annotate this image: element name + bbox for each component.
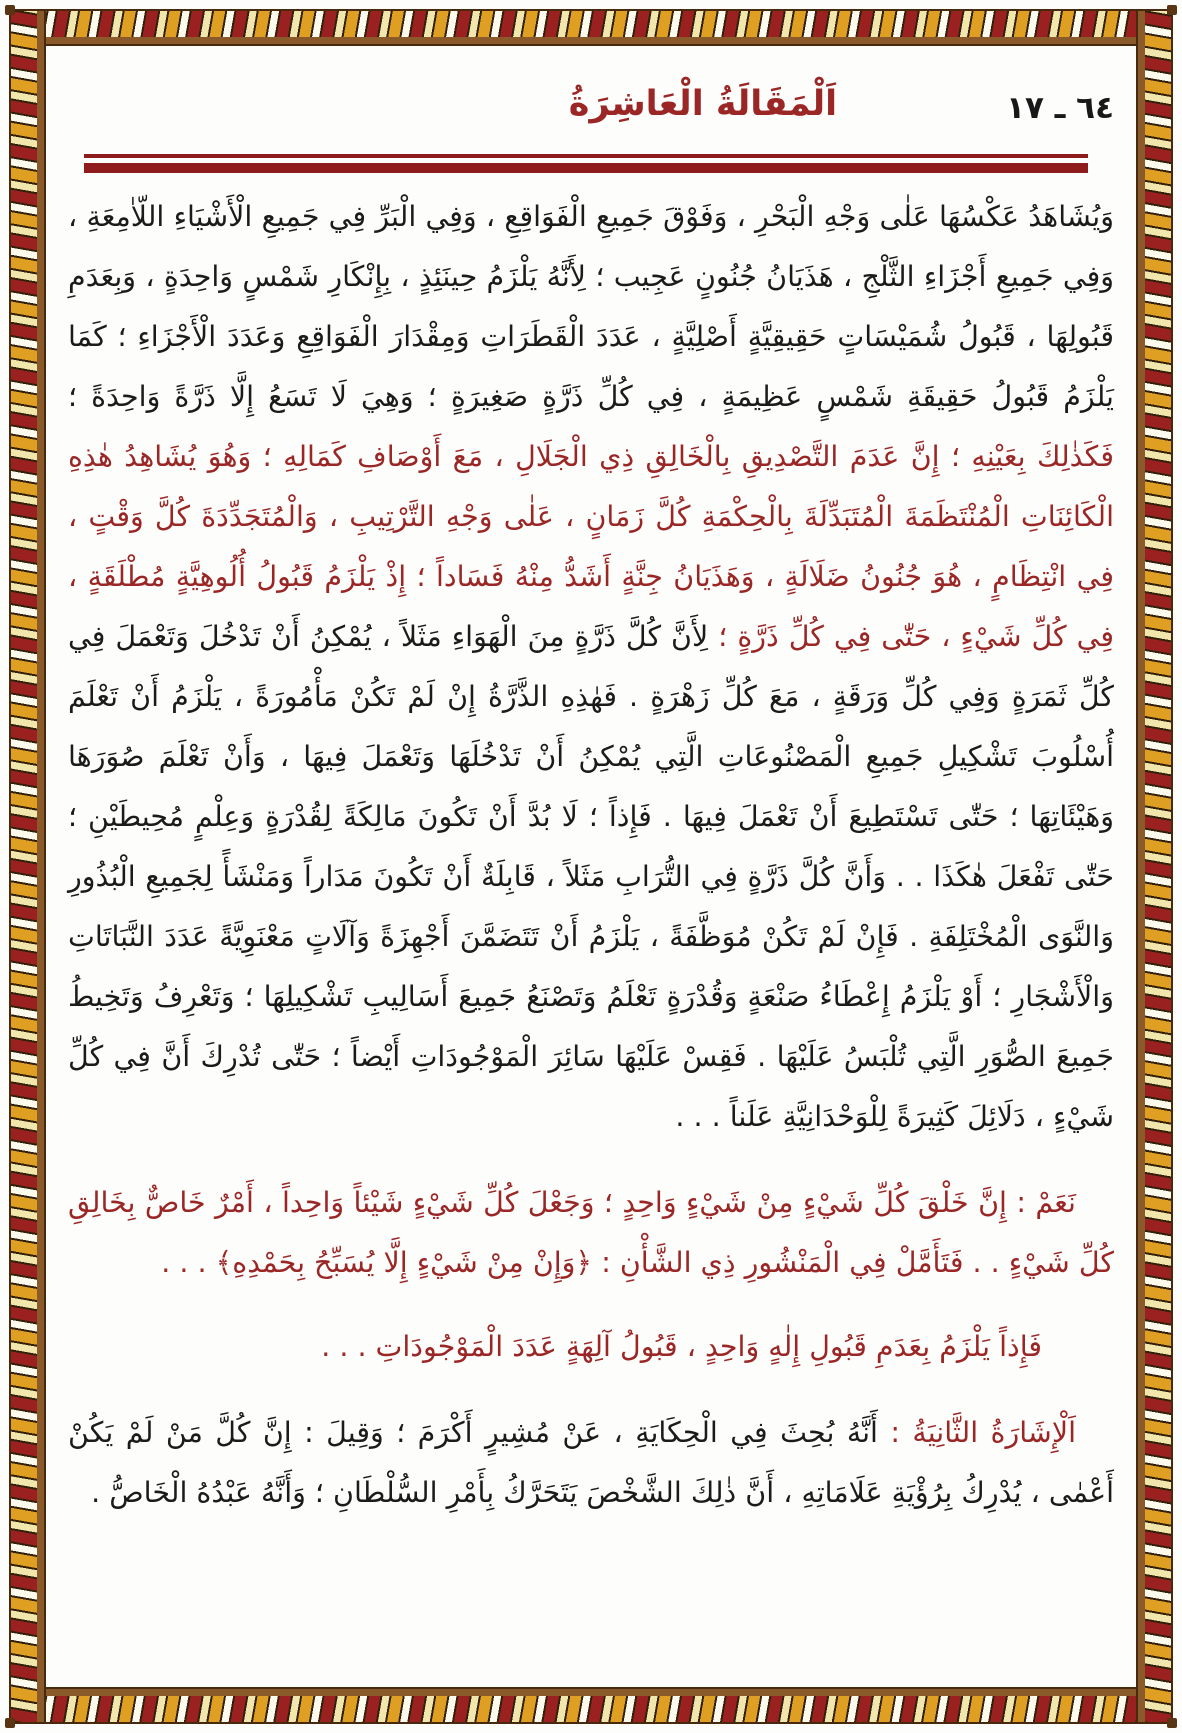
page-content bbox=[68, 62, 1114, 1667]
paragraph-second-indication bbox=[68, 1403, 1114, 1523]
body-text bbox=[68, 187, 1114, 1523]
corner-ornament-bottom-right bbox=[1167, 1718, 1177, 1728]
ornamental-border-right bbox=[1136, 9, 1173, 1724]
paragraph-main bbox=[68, 187, 1114, 1147]
text-segment: فَكَذٰلِكَ بِعَيْنِهِ ؛ إِنَّ عَدَمَ التَّصْدِيقِ بِالْخَالِقِ ذِي الْجَلَالِ ، مَعَ أَوْصَافِ كَمَالِهِ ؛ وَهُوَ يُشَاهِدُ هٰذِهِ الْكَائِنَاتِ الْمُنْتَظَمَةَ الْمُتَبَدِّلَةَ بِالْحِكْمَةِ كُلَّ زَمَانٍ ، عَلٰى وَجْهِ التَّرْتِيبِ ، وَالْمُتَجَدِّدَةَ كُلَّ وَقْتٍ ، فِي انْتِظَامٍ ، هُوَ جُنُونُ ضَلَالَةٍ ، وَهَذَيَانُ جِنَّةٍ أَشَدُّ مِنْهُ فَسَاداً ؛ إِذْ يَلْزَمُ قَبُولُ أُلُوهِيَّةٍ مُطْلَقَةٍ ، فِي كُلِّ شَيْءٍ ، حَتّٰى فِي كُلِّ ذَرَّةٍ ؛ bbox=[68, 440, 1114, 653]
page-header bbox=[68, 62, 1114, 154]
paragraph-conclusion bbox=[68, 1317, 1114, 1377]
header-rule-thick bbox=[84, 163, 1088, 173]
header-rule-thin bbox=[84, 154, 1088, 158]
text-segment: نَعَمْ : إِنَّ خَلْقَ كُلِّ شَيْءٍ مِنْ شَيْءٍ وَاحِدٍ ؛ وَجَعْلَ كُلِّ شَيْءٍ شَيْئاً وَاحِداً ، أَمْرٌ خَاصٌّ بِخَالِقِ كُلِّ شَيْءٍ . . فَتَأَمَّلْ فِي الْمَنْشُورِ ذِي الشَّأْنِ : ﴿وَإِنْ مِنْ شَيْءٍ إِلَّا يُسَبِّحُ بِحَمْدِهِ﴾ . . . bbox=[68, 1186, 1114, 1279]
ornamental-border-bottom bbox=[9, 1687, 1173, 1724]
text-segment-lead: اَلْإِشَارَةُ الثَّانِيَةُ : bbox=[877, 1416, 1076, 1449]
page-numbers: ٦٤ ـ ١٧ bbox=[1006, 90, 1114, 126]
paragraph-affirmation bbox=[68, 1173, 1114, 1293]
corner-ornament-top-left bbox=[5, 5, 15, 15]
text-segment: وَيُشَاهَدُ عَكْسُهَا عَلٰى وَجْهِ الْبَحْرِ ، وَفَوْقَ جَمِيعِ الْفَوَاقِعِ ، وَفِي الْبَرِّ فِي جَمِيعِ الْأَشْيَاءِ اللّاٰمِعَةِ ، وَفِي جَمِيعِ أَجْزَاءِ الثَّلْجِ ، هَذَيَانُ جُنُونٍ عَجِيب ؛ لِأَنَّهُ يَلْزَمُ حِينَئِذٍ ، بِإِنْكَارِ شَمْسٍ وَاحِدَةٍ ، وَبِعَدَمِ قَبُولِهَا ، قَبُولُ شُمَيْسَاتٍ حَقِيقِيَّةٍ أَصْلِيَّةٍ ، عَدَدَ الْقَطَرَاتِ وَمِقْدَارَ الْفَوَاقِعِ وَعَدَدَ الْأَجْزَاءِ ؛ كَمَا يَلْزَمُ قَبُولُ حَقِيقَةِ شَمْسٍ عَظِيمَةٍ ، فِي كُلِّ ذَرَّةٍ صَغِيرَةٍ ؛ وَهِيَ لَا تَسَعُ إِلَّا ذَرَّةً وَاحِدَةً ؛ bbox=[68, 200, 1114, 413]
ornamental-border-top bbox=[9, 9, 1173, 46]
text-segment: لِأَنَّ كُلَّ ذَرَّةٍ مِنَ الْهَوَاءِ مَثَلاً ، يُمْكِنُ أَنْ تَدْخُلَ وَتَعْمَلَ فِي كُلِّ ثَمَرَةٍ وَفِي كُلِّ وَرَقَةٍ ، مَعَ كُلِّ زَهْرَةٍ . فَهٰذِهِ الذَّرَّةُ إِنْ لَمْ تَكُنْ مَأْمُورَةً ، يَلْزَمُ أَنْ تَعْلَمَ أُسْلُوبَ تَشْكِيلِ جَمِيعِ الْمَصْنُوعَاتِ الَّتِي يُمْكِنُ أَنْ تَدْخُلَهَا وَتَعْمَلَ فِيهَا ، وَأَنْ تَعْلَمَ صُوَرَهَا وَهَيْئَاتِهَا ؛ حَتّٰى تَسْتَطِيعَ أَنْ تَعْمَلَ فِيهَا . فَإِذاً ؛ لَا بُدَّ أَنْ تَكُونَ مَالِكَةً لِقُدْرَةٍ وَعِلْمٍ مُحِيطَيْنِ ؛ حَتّٰى تَفْعَلَ هٰكَذَا . . وَأَنَّ كُلَّ ذَرَّةٍ فِي التُّرَابِ مَثَلاً ، قَابِلَةٌ أَنْ تَكُونَ مَدَاراً وَمَنْشَأً لِجَمِيعِ الْبُذُورِ وَالنَّوَى الْمُخْتَلِفَةِ . فَإِنْ لَمْ تَكُنْ مُوَظَّفَةً ، يَلْزَمُ أَنْ تَتَضَمَّنَ أَجْهِزَةً وَآلَاتٍ مَعْنَوِيَّةً عَدَدَ النَّبَاتَاتِ وَالْأَشْجَارِ ؛ أَوْ يَلْزَمُ إِعْطَاءُ صَنْعَةٍ وَقُدْرَةٍ تَعْلَمُ وَتَصْنَعُ جَمِيعَ أَسَالِيبِ تَشْكِيلِهَا ؛ وَتَعْرِفُ وَتَخِيطُ جَمِيعَ الصُّوَرِ الَّتِي تُلْبَسُ عَلَيْهَا . فَقِسْ عَلَيْهَا سَائِرَ الْمَوْجُودَاتِ أَيْضاً ؛ حَتّٰى تُدْرِكَ أَنَّ فِي كُلِّ شَيْءٍ ، دَلَائِلَ كَثِيرَةً لِلْوَحْدَانِيَّةِ عَلَناً . . . bbox=[68, 620, 1114, 1133]
ornamental-border-left bbox=[9, 9, 46, 1724]
corner-ornament-bottom-left bbox=[5, 1718, 15, 1728]
text-segment: أَنَّهُ بُحِثَ فِي الْحِكَايَةِ ، عَنْ مُشِيرٍ أَكْرَمَ ؛ وَقِيلَ : إِنَّ كُلَّ مَنْ لَمْ يَكُنْ أَعْمٰى ، يُدْرِكُ بِرُؤْيَةِ عَلَامَاتِهِ ، أَنَّ ذٰلِكَ الشَّخْصَ يَتَحَرَّكُ بِأَمْرِ السُّلْطَانِ ؛ وَأَنَّهُ عَبْدُهُ الْخَاصُّ . bbox=[68, 1416, 1114, 1509]
corner-ornament-top-right bbox=[1167, 5, 1177, 15]
text-segment: فَإِذاً يَلْزَمُ بِعَدَمِ قَبُولِ إِلٰهٍ وَاحِدٍ ، قَبُولُ آلِهَةٍ عَدَدَ الْمَوْجُودَاتِ . . . bbox=[321, 1330, 1042, 1363]
page-title: اَلْمَقَالَةُ الْعَاشِرَةُ bbox=[568, 84, 838, 124]
